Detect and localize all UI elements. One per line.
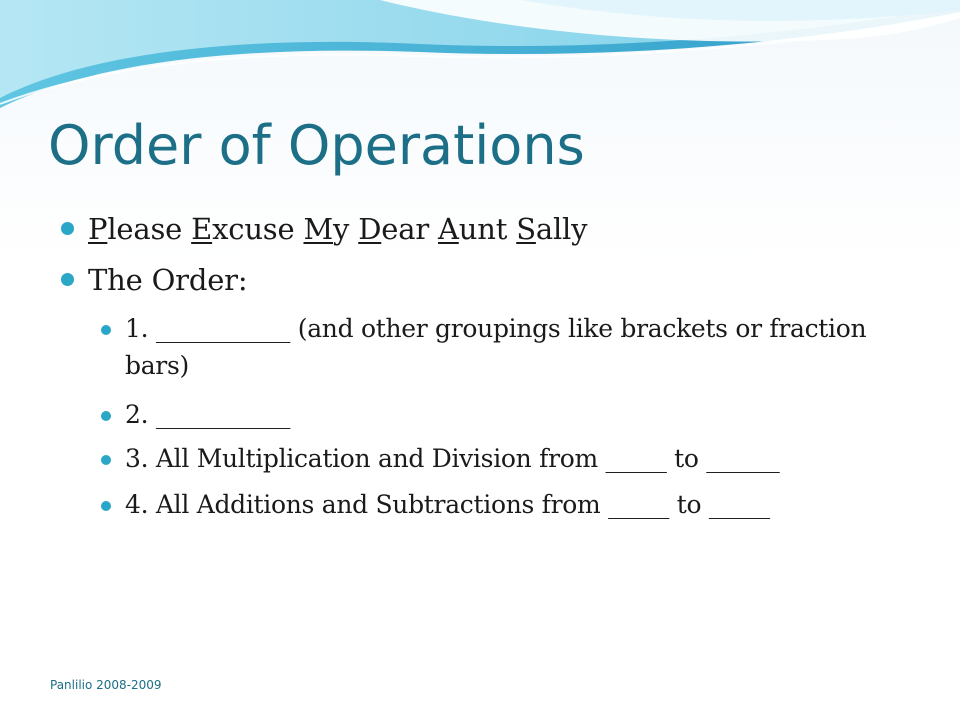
order-heading-bullet	[88, 262, 247, 298]
mnemonic-word: Dear	[358, 212, 429, 246]
mnemonic-bullet	[88, 211, 587, 247]
wave-decoration-icon	[0, 0, 960, 110]
bullet-dot-icon	[101, 455, 111, 465]
mnemonic-word: Please	[88, 212, 183, 246]
step-item	[125, 440, 885, 477]
step-text: 2. ___________	[125, 400, 291, 429]
bullet-dot-icon	[61, 273, 74, 286]
order-heading: The Order:	[88, 263, 248, 297]
step-text: 3. All Multiplication and Division from _____ to ______	[125, 444, 780, 473]
step-text: 1. ___________ (and other groupings like brackets or fraction bars)	[125, 314, 867, 380]
step-item	[125, 486, 885, 523]
mnemonic-word: Aunt	[438, 212, 508, 246]
bullet-dot-icon	[101, 501, 111, 511]
slide-title: Order of Operations	[48, 114, 585, 177]
footer-credit: Panlilio 2008-2009	[50, 678, 162, 692]
bullet-dot-icon	[101, 325, 111, 335]
bullet-dot-icon	[101, 411, 111, 421]
mnemonic-word: Sally	[516, 212, 588, 246]
step-text: 4. All Additions and Subtractions from _____ to _____	[125, 490, 770, 519]
bullet-dot-icon	[61, 222, 74, 235]
step-item	[125, 310, 885, 384]
mnemonic-word: Excuse	[191, 212, 295, 246]
mnemonic-word: My	[303, 212, 350, 246]
step-item	[125, 396, 885, 433]
